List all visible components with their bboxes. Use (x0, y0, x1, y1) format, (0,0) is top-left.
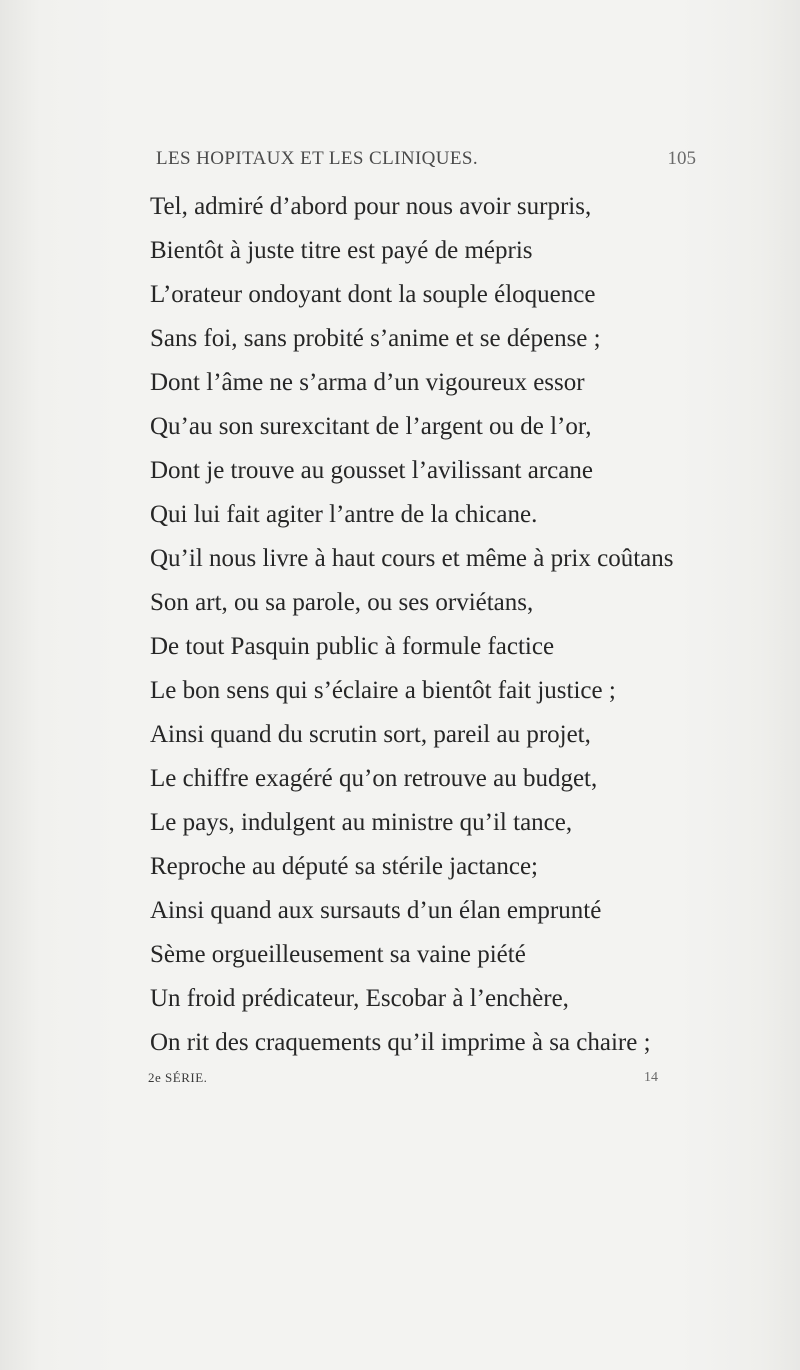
verse-line: On rit des craquements qu’il imprime à sa chaire ; (150, 1029, 651, 1056)
verse-line: Sème orgueilleusement sa vaine piété (150, 941, 526, 968)
verse-line: Bientôt à juste titre est payé de mépris (150, 237, 533, 264)
verse-line: Un froid prédicateur, Escobar à l’enchère, (150, 985, 569, 1012)
verse-line: Qu’il nous livre à haut cours et même à prix coûtans (150, 545, 674, 572)
page-footer (148, 1070, 658, 1092)
verse-line: Qu’au son surexcitant de l’argent ou de l’or, (150, 413, 592, 440)
verse-line: De tout Pasquin public à formule factice (150, 633, 555, 660)
signature-mark: 2e SÉRIE. (148, 1070, 208, 1085)
verse-line: L’orateur ondoyant dont la souple éloquence (150, 281, 596, 308)
verse-line: Son art, ou sa parole, ou ses orviétans, (150, 589, 534, 616)
verse-line: Le pays, indulgent au ministre qu’il tance, (150, 809, 573, 836)
verse-line: Ainsi quand du scrutin sort, pareil au projet, (150, 721, 591, 748)
verse-line: Qui lui fait agiter l’antre de la chicane. (150, 501, 538, 528)
verse-line: Dont je trouve au gousset l’avilissant arcane (150, 457, 593, 484)
poem-body (150, 192, 710, 1072)
verse-line: Dont l’âme ne s’arma d’un vigoureux essor (150, 369, 585, 396)
verse-line: Sans foi, sans probité s’anime et se dépense ; (150, 325, 601, 352)
page-number: 105 (667, 148, 696, 169)
running-head (156, 148, 696, 178)
running-title: LES HOPITAUX ET LES CLINIQUES. (156, 148, 479, 169)
verse-line: Reproche au député sa stérile jactance; (150, 853, 539, 880)
sheet-number: 14 (644, 1070, 658, 1085)
verse-line: Tel, admiré d’abord pour nous avoir surpris, (150, 193, 592, 220)
verse-line: Le chiffre exagéré qu’on retrouve au budget, (150, 765, 598, 792)
verse-line: Le bon sens qui s’éclaire a bientôt fait justice ; (150, 677, 616, 704)
verse-line: Ainsi quand aux sursauts d’un élan emprunté (150, 897, 602, 924)
